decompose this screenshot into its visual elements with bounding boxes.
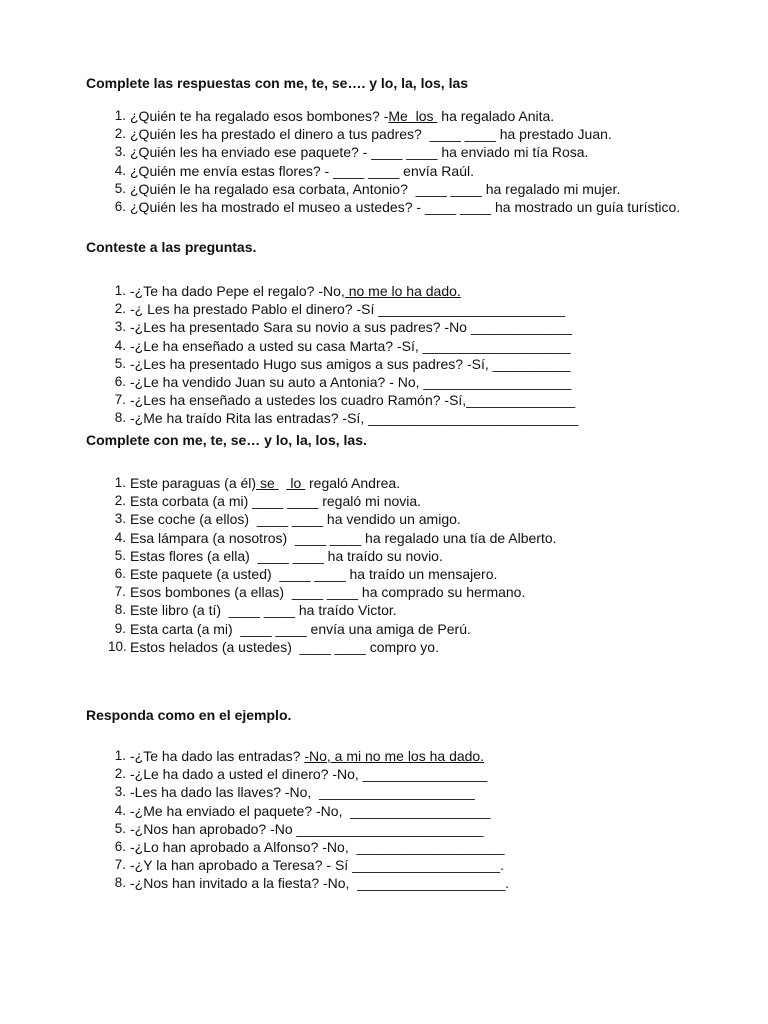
item-number: 6.: [114, 839, 126, 855]
underlined-answer: lo: [286, 475, 306, 491]
item-number: 9.: [114, 620, 126, 636]
underlined-answer: no me lo ha dado.: [344, 283, 461, 299]
exercise-item: [86, 510, 706, 528]
exercise-item: [86, 874, 706, 892]
exercise-list: [86, 747, 706, 893]
exercise-item: [86, 125, 706, 143]
item-number: 3.: [114, 144, 126, 160]
item-text: -¿Le ha vendido Juan su auto a Antonia? - No, ___________________: [130, 374, 572, 391]
item-number: 3.: [114, 511, 126, 527]
item-number: 6.: [114, 374, 126, 390]
item-text: Ese coche (a ellos) ____ ____ ha vendido un amigo.: [130, 511, 461, 528]
exercise-item: [86, 565, 706, 583]
exercise-item: [86, 337, 706, 355]
exercise-item: [86, 180, 706, 198]
item-number: 1.: [114, 475, 126, 490]
item-number: 7.: [114, 584, 126, 600]
item-text: -¿Les ha presentado Sara su novio a sus padres? -No _____________: [130, 319, 573, 336]
section-heading: Conteste a las preguntas.: [86, 239, 257, 255]
exercise-item: [86, 802, 706, 820]
exercise-item: [86, 492, 706, 510]
item-number: 4.: [114, 162, 126, 178]
exercise-item: [86, 620, 706, 638]
item-text: -¿Les ha enseñado a ustedes los cuadro Ramón? -Sí,______________: [130, 392, 576, 409]
exercise-item: [86, 638, 706, 656]
exercise-item: [86, 355, 706, 373]
exercise-item: [86, 373, 706, 391]
item-text: Estos helados (a ustedes) ____ ____ compro yo.: [130, 638, 439, 655]
exercise-list: [86, 282, 706, 428]
item-number: 10.: [108, 638, 127, 654]
item-text: ¿Quién le ha regalado esa corbata, Antonio? ____ ____ ha regalado mi mujer.: [130, 180, 621, 197]
item-number: 3.: [114, 319, 126, 335]
item-number: 2.: [114, 766, 126, 782]
item-text: ¿Quién me envía estas flores? - ____ ____ envía Raúl.: [130, 162, 474, 179]
exercise-item: [86, 547, 706, 565]
item-text: -¿Lo han aprobado a Alfonso? -No, ___________________: [130, 839, 505, 856]
exercise-list: [86, 474, 706, 656]
item-text: -¿Me ha traído Rita las entradas? -Sí, ___________________________: [130, 410, 579, 427]
item-text: -¿Les ha presentado Hugo sus amigos a sus padres? -Sí, __________: [130, 355, 571, 372]
item-text: -Les ha dado las llaves? -No, ____________________: [130, 784, 475, 801]
section-pronouns-answers: [86, 74, 706, 216]
exercise-item: [86, 162, 706, 180]
section-heading: Complete con me, te, se… y lo, la, los, las.: [86, 432, 367, 448]
item-text: Este paquete (a usted) ____ ____ ha traído un mensajero.: [130, 566, 498, 583]
exercise-item: [86, 583, 706, 601]
item-text: -¿Te ha dado las entradas?: [130, 748, 305, 764]
exercise-item: [86, 107, 706, 125]
section-respond-example: [86, 706, 706, 893]
item-text: -¿Nos han aprobado? -No ________________________: [130, 820, 484, 837]
item-text: ¿Quién te ha regalado esos bombones? -: [130, 108, 389, 124]
item-number: 6.: [114, 199, 126, 215]
item-text: Este paraguas (a él): [130, 475, 257, 491]
exercise-item: [86, 747, 706, 765]
underlined-answer: se: [256, 475, 279, 491]
item-number: 1.: [114, 283, 126, 298]
item-text: Esa lámpara (a nosotros) ____ ____ ha regalado una tía de Alberto.: [130, 529, 557, 546]
exercise-item: [86, 391, 706, 409]
exercise-item: [86, 198, 706, 216]
exercise-list: [86, 107, 706, 216]
item-number: 7.: [114, 392, 126, 408]
item-text: Esta carta (a mi) ____ ____ envía una amiga de Perú.: [130, 620, 471, 637]
item-number: 8.: [114, 410, 126, 426]
item-text: -¿Le ha dado a usted el dinero? -No, ________________: [130, 766, 488, 783]
item-number: 2.: [114, 301, 126, 317]
item-text: ¿Quién les ha prestado el dinero a tus padres? ____ ____ ha prestado Juan.: [130, 126, 612, 143]
item-number: 8.: [114, 875, 126, 891]
exercise-item: [86, 282, 706, 300]
exercise-item: [86, 300, 706, 318]
item-text: -¿ Les ha prestado Pablo el dinero? -Sí ________________________: [130, 301, 566, 318]
exercise-item: [86, 765, 706, 783]
item-number: 1.: [114, 108, 126, 123]
item-text: -¿Me ha enviado el paquete? -No, __________________: [130, 802, 491, 819]
item-number: 2.: [114, 126, 126, 142]
item-text: ha regalado Anita.: [437, 108, 555, 124]
item-number: 5.: [114, 180, 126, 196]
item-text: ¿Quién les ha mostrado el museo a ustedes? - ____ ____ ha mostrado un guía turístico.: [130, 199, 681, 216]
item-number: 5.: [114, 547, 126, 563]
section-answer-questions: [86, 238, 706, 428]
underlined-answer: -No, a mi no me los ha dado.: [304, 748, 485, 764]
item-text: regaló Andrea.: [305, 475, 401, 491]
item-text: -¿Te ha dado Pepe el regalo? -No,: [130, 283, 345, 299]
item-number: 5.: [114, 355, 126, 371]
exercise-item: [86, 474, 706, 492]
item-text: -¿Le ha enseñado a usted su casa Marta? -Sí, ___________________: [130, 337, 571, 354]
item-number: 1.: [114, 748, 126, 763]
exercise-item: [86, 318, 706, 336]
item-number: 4.: [114, 802, 126, 818]
item-number: 4.: [114, 529, 126, 545]
item-text: Esta corbata (a mi) ____ ____ regaló mi novia.: [130, 493, 422, 510]
exercise-item: [86, 143, 706, 161]
section-complete-pronouns: [86, 431, 706, 656]
exercise-item: [86, 783, 706, 801]
item-text: -¿Nos han invitado a la fiesta? -No, ___________________.: [130, 875, 510, 892]
item-number: 5.: [114, 820, 126, 836]
exercise-item: [86, 601, 706, 619]
exercise-item: [86, 820, 706, 838]
exercise-item: [86, 856, 706, 874]
item-text: ¿Quién les ha enviado ese paquete? - ____ ____ ha enviado mi tía Rosa.: [130, 144, 589, 161]
item-number: 2.: [114, 493, 126, 509]
section-heading: Responda como en el ejemplo.: [86, 707, 292, 723]
exercise-item: [86, 838, 706, 856]
item-text: Estas flores (a ella) ____ ____ ha traído su novio.: [130, 547, 443, 564]
exercise-item: [86, 529, 706, 547]
exercise-item: [86, 409, 706, 427]
item-text: Esos bombones (a ellas) ____ ____ ha comprado su hermano.: [130, 584, 526, 601]
item-number: 3.: [114, 784, 126, 800]
underlined-answer: Me los: [388, 108, 438, 124]
item-text: -¿Y la han aprobado a Teresa? - Sí ___________________.: [130, 857, 504, 874]
section-heading: Complete las respuestas con me, te, se…. y lo, la, los, las: [86, 75, 469, 91]
item-number: 4.: [114, 337, 126, 353]
item-number: 6.: [114, 566, 126, 582]
item-text: Este libro (a tí) ____ ____ ha traído Victor.: [130, 602, 397, 619]
item-number: 8.: [114, 602, 126, 618]
item-number: 7.: [114, 857, 126, 873]
